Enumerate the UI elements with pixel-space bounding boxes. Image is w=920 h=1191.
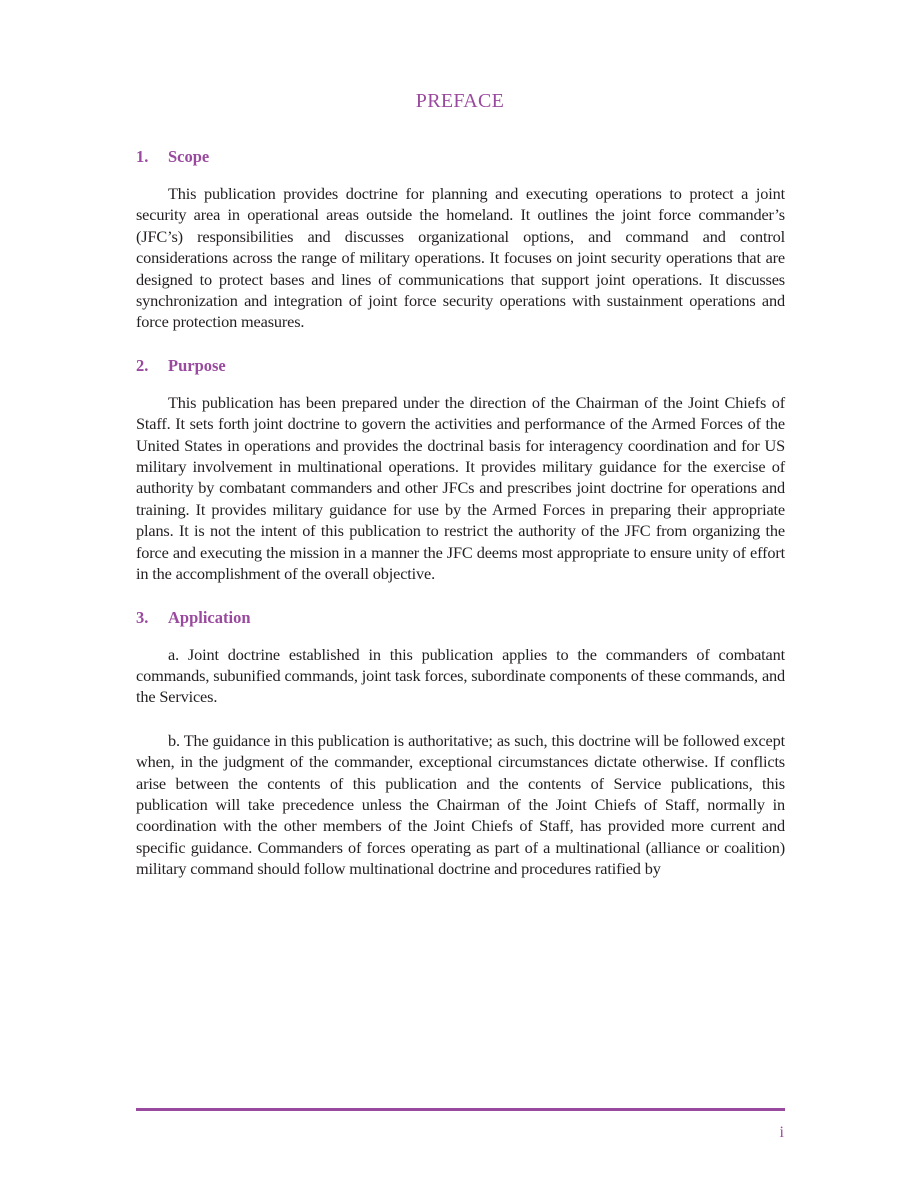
- section-heading-scope: [136, 146, 785, 167]
- section-number: 2.: [136, 355, 149, 375]
- paragraph: This publication has been prepared under the direction of the Chairman of the Joint Chiefs of Staff. It sets forth joint doctrine to govern the activities and performance of the Armed Forces of the United States in operations and provides the doctrinal basis for interagency coordination and for US military involvement in multinational operations. It provides military guidance for the exercise of authority by combatant commanders and other JFCs and prescribes joint doctrine for operations and training. It provides military guidance for use by the Armed Forces in preparing their appropriate plans. It is not the intent of this publication to restrict the authority of the JFC from organizing the force and executing the mission in a manner the JFC deems most appropriate to ensure unity of effort in the accomplishment of the overall objective.: [136, 392, 785, 584]
- section-title: Application: [168, 607, 251, 627]
- page-title: PREFACE: [415, 90, 505, 112]
- section-heading-purpose: [136, 355, 785, 376]
- section-title: Scope: [168, 147, 210, 166]
- paragraph: This publication provides doctrine for planning and executing operations to protect a joint security area in operational areas outside the homeland. It outlines the joint force commander’s (JFC’s) responsibilities and discusses organizational options, and command and control considerations across the range of military operations. It focuses on joint security operations that are designed to protect bases and lines of communications that support joint operations. It discusses synchronization and integration of joint force security operations with sustainment operations and force protection measures.: [136, 184, 785, 332]
- section-heading-application: [136, 607, 785, 628]
- section-number: 3.: [136, 607, 149, 627]
- page-number: i: [779, 1124, 784, 1141]
- paragraph: b. The guidance in this publication is authoritative; as such, this doctrine will be followed except when, in the judgment of the commander, exceptional circumstances dictate otherwise. If conflicts arise between the contents of this publication and the contents of Service publications, this publication will take precedence unless the Chairman of the Joint Chiefs of Staff, normally in coordination with the other members of the Joint Chiefs of Staff, has provided more current and specific guidance. Commanders of forces operating as part of a multinational (alliance or coalition) military command should follow multinational doctrine and procedures ratified by: [136, 730, 785, 879]
- footer-rule: [136, 1108, 785, 1111]
- section-title: Purpose: [168, 355, 226, 375]
- section-number: 1.: [136, 147, 149, 166]
- document-body: [136, 146, 785, 880]
- paragraph: a. Joint doctrine established in this publication applies to the commanders of combatant commands, subunified commands, joint task forces, subordinate components of these commands, and the Services.: [136, 644, 785, 707]
